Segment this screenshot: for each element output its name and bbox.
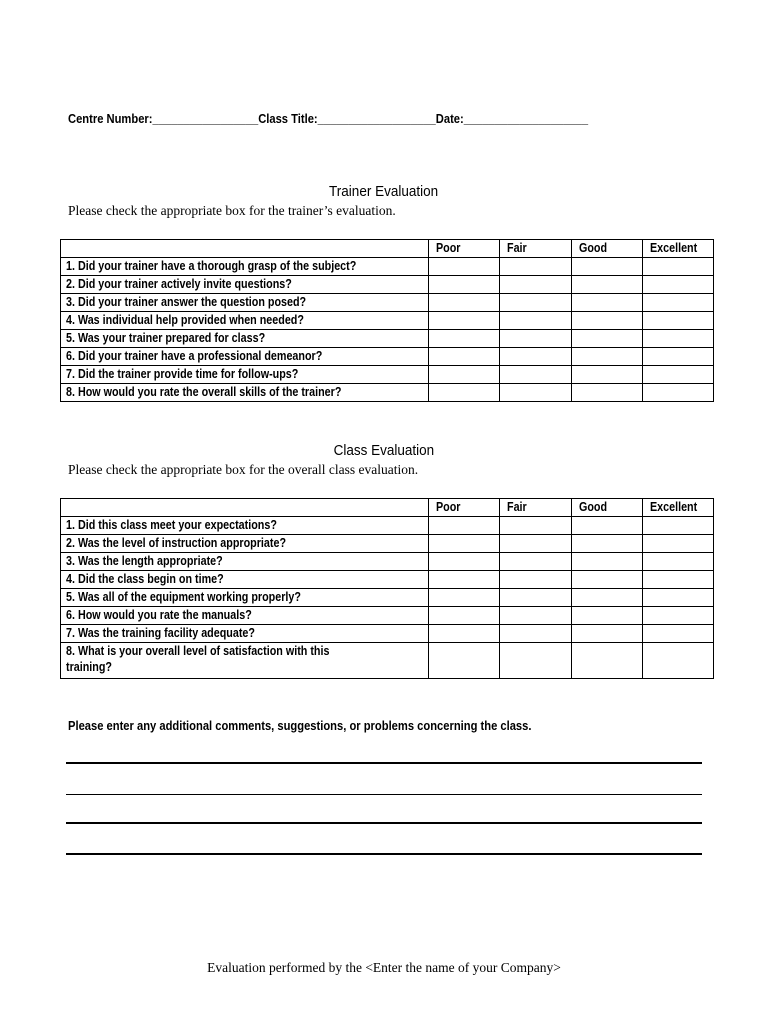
rating-box-excellent[interactable] xyxy=(643,643,714,679)
rating-box-good[interactable] xyxy=(572,535,643,553)
centre-number-field[interactable]: Centre Number:_________________ xyxy=(68,111,259,126)
table-row xyxy=(61,276,714,294)
rating-box-fair[interactable] xyxy=(500,589,572,607)
column-header-poor: Poor xyxy=(429,499,500,517)
rating-box-good[interactable] xyxy=(572,366,643,384)
rating-box-poor[interactable] xyxy=(429,571,500,589)
comment-line[interactable] xyxy=(66,762,702,764)
comment-line[interactable] xyxy=(66,822,702,824)
question-cell: 1. Did this class meet your expectations? xyxy=(61,517,429,535)
footer-text: Evaluation performed by the <Enter the name of your Company> xyxy=(207,960,561,975)
class-title-field[interactable]: Class Title:___________________ xyxy=(258,111,436,126)
question-cell: 6. How would you rate the manuals? xyxy=(61,607,429,625)
rating-box-good[interactable] xyxy=(572,258,643,276)
trainer-evaluation-title: Trainer Evaluation xyxy=(329,183,439,200)
rating-box-good[interactable] xyxy=(572,589,643,607)
rating-box-excellent[interactable] xyxy=(643,553,714,571)
rating-box-good[interactable] xyxy=(572,517,643,535)
rating-box-poor[interactable] xyxy=(429,348,500,366)
rating-box-excellent[interactable] xyxy=(643,571,714,589)
rating-box-good[interactable] xyxy=(572,553,643,571)
rating-box-poor[interactable] xyxy=(429,330,500,348)
comment-line[interactable] xyxy=(66,794,702,795)
rating-box-fair[interactable] xyxy=(500,330,572,348)
table-row xyxy=(61,589,714,607)
rating-box-excellent[interactable] xyxy=(643,348,714,366)
column-header-excellent: Excellent xyxy=(643,499,714,517)
rating-box-excellent[interactable] xyxy=(643,607,714,625)
question-cell: 8. How would you rate the overall skills of the trainer? xyxy=(61,384,429,402)
rating-box-poor[interactable] xyxy=(429,553,500,571)
table-row xyxy=(61,517,714,535)
table-row xyxy=(61,366,714,384)
class-evaluation-title: Class Evaluation xyxy=(333,442,435,459)
rating-box-good[interactable] xyxy=(572,330,643,348)
table-row xyxy=(61,643,714,679)
rating-box-poor[interactable] xyxy=(429,535,500,553)
question-cell: 6. Did your trainer have a professional demeanor? xyxy=(61,348,429,366)
table-row xyxy=(61,258,714,276)
rating-box-poor[interactable] xyxy=(429,625,500,643)
table-row xyxy=(61,553,714,571)
column-header-good: Good xyxy=(572,240,643,258)
rating-box-good[interactable] xyxy=(572,312,643,330)
question-cell: 7. Did the trainer provide time for follow-ups? xyxy=(61,366,429,384)
rating-box-poor[interactable] xyxy=(429,258,500,276)
comments-prompt: Please enter any additional comments, suggestions, or problems concerning the class. xyxy=(68,718,532,733)
question-cell: 7. Was the training facility adequate? xyxy=(61,625,429,643)
rating-box-excellent[interactable] xyxy=(643,294,714,312)
rating-box-poor[interactable] xyxy=(429,517,500,535)
rating-box-excellent[interactable] xyxy=(643,366,714,384)
rating-box-fair[interactable] xyxy=(500,607,572,625)
rating-box-good[interactable] xyxy=(572,571,643,589)
table-row xyxy=(61,384,714,402)
rating-box-excellent[interactable] xyxy=(643,535,714,553)
table-row xyxy=(61,571,714,589)
rating-box-fair[interactable] xyxy=(500,276,572,294)
question-cell: 3. Was the length appropriate? xyxy=(61,553,429,571)
class-evaluation-table xyxy=(60,498,714,679)
column-header-fair: Fair xyxy=(500,499,572,517)
table-row xyxy=(61,330,714,348)
question-cell: 1. Did your trainer have a thorough grasp of the subject? xyxy=(61,258,429,276)
question-cell: 5. Was your trainer prepared for class? xyxy=(61,330,429,348)
rating-box-good[interactable] xyxy=(572,276,643,294)
rating-box-fair[interactable] xyxy=(500,535,572,553)
question-cell: 4. Was individual help provided when needed? xyxy=(61,312,429,330)
rating-box-poor[interactable] xyxy=(429,366,500,384)
rating-box-fair[interactable] xyxy=(500,294,572,312)
question-cell: 3. Did your trainer answer the question posed? xyxy=(61,294,429,312)
rating-box-good[interactable] xyxy=(572,384,643,402)
header-fields xyxy=(68,111,588,126)
rating-box-excellent[interactable] xyxy=(643,589,714,607)
rating-box-poor[interactable] xyxy=(429,384,500,402)
trainer-instructions: Please check the appropriate box for the trainer’s evaluation. xyxy=(68,203,396,218)
rating-box-poor[interactable] xyxy=(429,276,500,294)
rating-box-fair[interactable] xyxy=(500,625,572,643)
question-cell: 5. Was all of the equipment working properly? xyxy=(61,589,429,607)
table-row xyxy=(61,535,714,553)
rating-box-poor[interactable] xyxy=(429,589,500,607)
rating-box-fair[interactable] xyxy=(500,312,572,330)
rating-box-excellent[interactable] xyxy=(643,330,714,348)
table-row xyxy=(61,348,714,366)
rating-box-fair[interactable] xyxy=(500,553,572,571)
rating-box-excellent[interactable] xyxy=(643,625,714,643)
rating-box-fair[interactable] xyxy=(500,571,572,589)
rating-box-excellent[interactable] xyxy=(643,258,714,276)
class-instructions: Please check the appropriate box for the overall class evaluation. xyxy=(68,462,419,477)
rating-box-poor[interactable] xyxy=(429,643,500,679)
column-header-good: Good xyxy=(572,499,643,517)
table-row xyxy=(61,312,714,330)
table-header-row xyxy=(61,240,714,258)
table-row xyxy=(61,294,714,312)
question-cell: 2. Did your trainer actively invite questions? xyxy=(61,276,429,294)
rating-box-excellent[interactable] xyxy=(643,276,714,294)
rating-box-good[interactable] xyxy=(572,294,643,312)
rating-box-good[interactable] xyxy=(572,348,643,366)
column-header-poor: Poor xyxy=(429,240,500,258)
rating-box-good[interactable] xyxy=(572,643,643,679)
rating-box-excellent[interactable] xyxy=(643,517,714,535)
rating-box-fair[interactable] xyxy=(500,366,572,384)
question-column-header xyxy=(61,499,429,517)
question-cell: 2. Was the level of instruction appropriate? xyxy=(61,535,429,553)
column-header-excellent: Excellent xyxy=(643,240,714,258)
rating-box-good[interactable] xyxy=(572,625,643,643)
table-row xyxy=(61,625,714,643)
rating-box-poor[interactable] xyxy=(429,607,500,625)
rating-box-poor[interactable] xyxy=(429,312,500,330)
question-cell: 4. Did the class begin on time? xyxy=(61,571,429,589)
rating-box-fair[interactable] xyxy=(500,517,572,535)
rating-box-excellent[interactable] xyxy=(643,312,714,330)
column-header-fair: Fair xyxy=(500,240,572,258)
trainer-evaluation-table xyxy=(60,239,714,402)
question-cell: 8. What is your overall level of satisfaction with this training? xyxy=(61,643,429,679)
rating-box-fair[interactable] xyxy=(500,643,572,679)
rating-box-poor[interactable] xyxy=(429,294,500,312)
rating-box-fair[interactable] xyxy=(500,384,572,402)
comment-line[interactable] xyxy=(66,853,702,855)
rating-box-fair[interactable] xyxy=(500,348,572,366)
table-row xyxy=(61,607,714,625)
table-header-row xyxy=(61,499,714,517)
rating-box-good[interactable] xyxy=(572,607,643,625)
rating-box-excellent[interactable] xyxy=(643,384,714,402)
rating-box-fair[interactable] xyxy=(500,258,572,276)
date-field[interactable]: Date:____________________ xyxy=(435,111,589,126)
question-column-header xyxy=(61,240,429,258)
